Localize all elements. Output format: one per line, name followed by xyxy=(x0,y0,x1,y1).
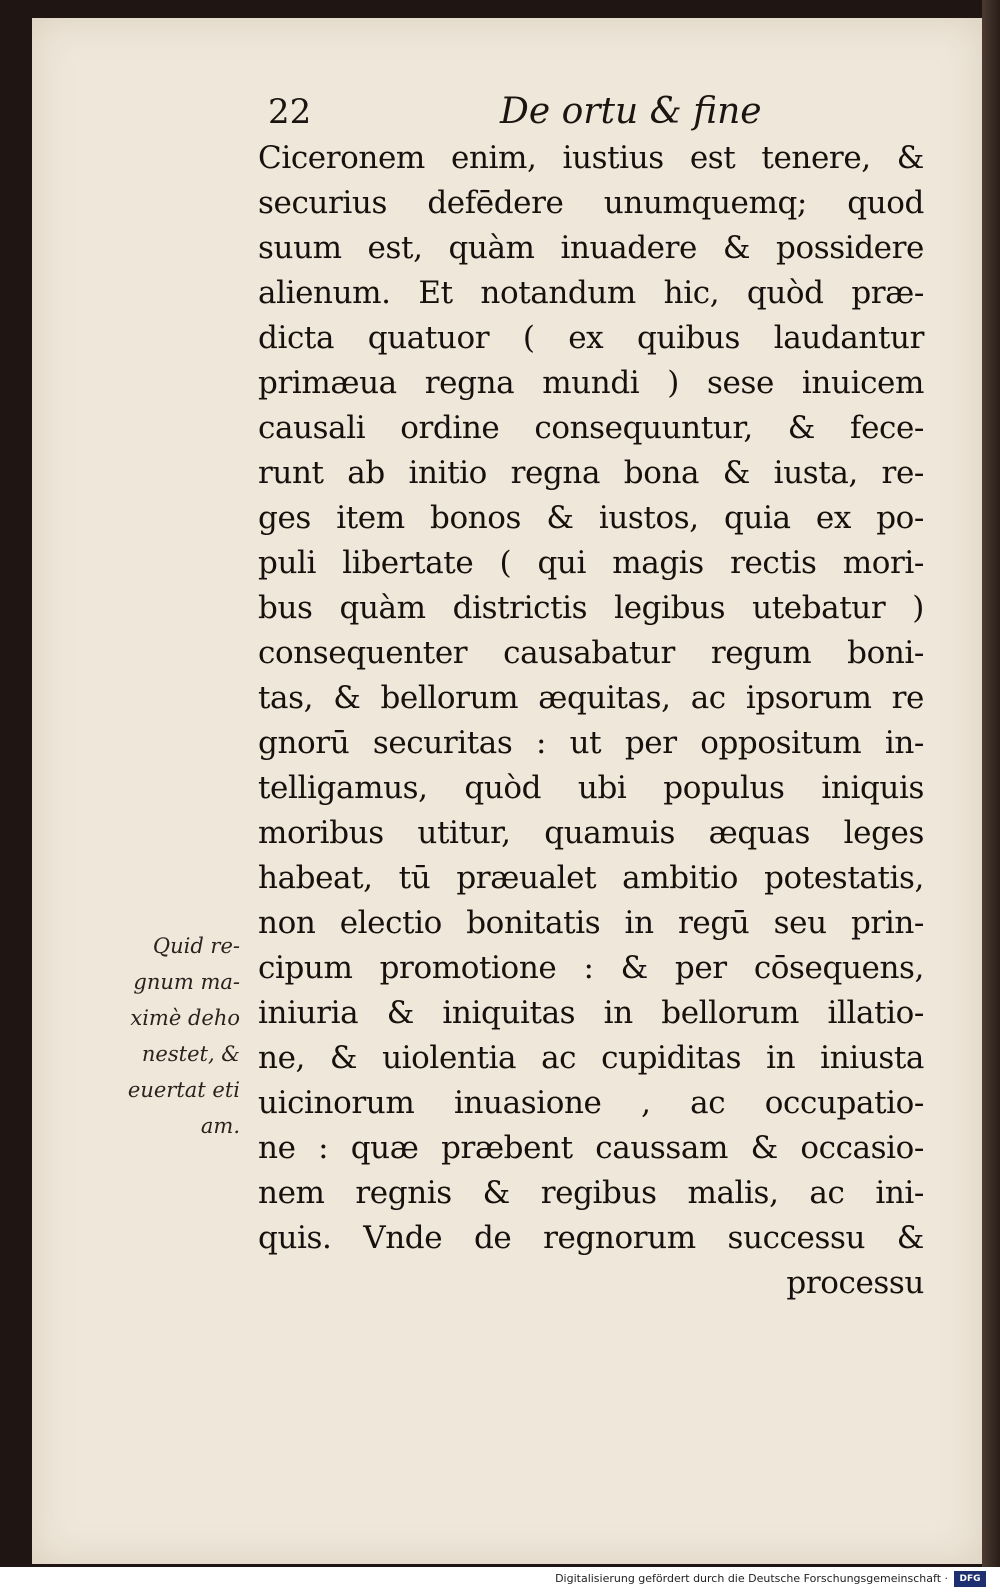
text-line: securius defēdere unumquemq; quod xyxy=(258,185,924,221)
text-line: puli libertate ( qui magis rectis mori- xyxy=(258,545,924,581)
marginal-note-line: am. xyxy=(200,1114,240,1138)
text-line: suum est, quàm inuadere & possidere xyxy=(258,230,924,266)
text-line: telligamus, quòd ubi populus iniquis xyxy=(258,770,924,806)
text-line: runt ab initio regna bona & iusta, re- xyxy=(258,455,924,491)
page-number: 22 xyxy=(268,92,312,132)
marginal-note-line: nestet, & xyxy=(141,1042,240,1066)
text-line: quis. Vnde de regnorum successu & xyxy=(258,1220,924,1256)
text-line: dicta quatuor ( ex quibus laudantur xyxy=(258,320,924,356)
text-line: non electio bonitatis in regū seu prin- xyxy=(258,905,924,941)
marginal-note xyxy=(92,928,240,1144)
text-line: tas, & bellorum æquitas, ac ipsorum re xyxy=(258,680,924,716)
footer-bar xyxy=(0,1567,1000,1592)
running-title: De ortu & fine xyxy=(500,91,762,132)
marginal-note-line: gnum ma- xyxy=(133,970,240,994)
text-line: uicinorum inuasione , ac occupatio- xyxy=(258,1085,924,1121)
marginal-note-line: Quid re- xyxy=(152,934,240,958)
text-line: gnorū securitas : ut per oppositum in- xyxy=(258,725,924,761)
text-line: nem regnis & regibus malis, ac ini- xyxy=(258,1175,924,1211)
text-line: consequenter causabatur regum boni- xyxy=(258,635,924,671)
running-header xyxy=(268,92,928,136)
marginal-note-line: ximè deho xyxy=(130,1006,240,1030)
text-line: alienum. Et notandum hic, quòd præ- xyxy=(258,275,924,311)
text-line: bus quàm districtis legibus utebatur ) xyxy=(258,590,924,626)
text-line: Ciceronem enim, iustius est tenere, & xyxy=(258,140,924,176)
text-line: primæua regna mundi ) sese inuicem xyxy=(258,365,924,401)
catchword: processu xyxy=(786,1265,924,1301)
text-line: causali ordine consequuntur, & fece- xyxy=(258,410,924,446)
text-line: ges item bonos & iustos, quia ex po- xyxy=(258,500,924,536)
page-edge xyxy=(982,0,1000,1567)
funding-credit: Digitalisierung gefördert durch die Deutsche Forschungsgemeinschaft · xyxy=(555,1572,948,1585)
text-line: habeat, tū præualet ambitio potestatis, xyxy=(258,860,924,896)
text-line: iniuria & iniquitas in bellorum illatio- xyxy=(258,995,924,1031)
text-line: moribus utitur, quamuis æquas leges xyxy=(258,815,924,851)
text-line: ne, & uiolentia ac cupiditas in iniusta xyxy=(258,1040,924,1076)
text-line: cipum promotione : & per cōsequens, xyxy=(258,950,924,986)
marginal-note-line: euertat eti xyxy=(127,1078,240,1102)
text-line: ne : quæ præbent caussam & occasio- xyxy=(258,1130,924,1166)
dfg-logo-icon: DFG xyxy=(954,1571,986,1587)
body-text xyxy=(258,136,924,1306)
